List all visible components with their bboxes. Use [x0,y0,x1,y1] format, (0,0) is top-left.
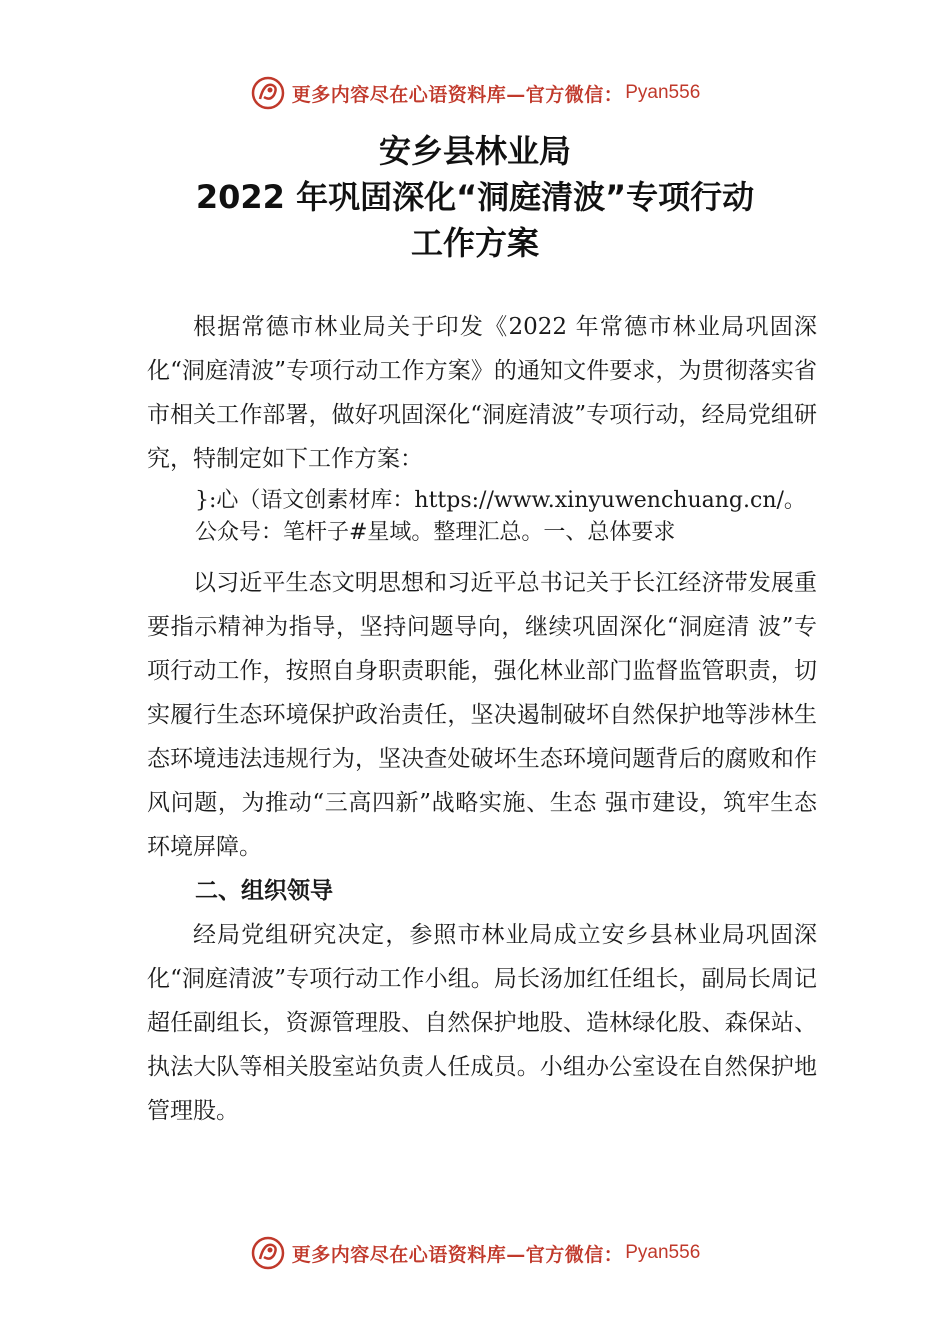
footer-banner [0,1233,950,1273]
logo-icon [250,1235,286,1271]
banner-wechat-id: Pyan556 [625,82,701,103]
banner-text: 更多内容尽在心语资料库—官方微信： [291,1243,624,1266]
source-note: }:心（语文创素材库：https://www.xinyuwenchuang.cn/。公众号：笔杆子#星域。整理汇总。一、总体要求 [195,488,806,545]
section-2-paragraph: 经局党组研究决定，参照市林业局成立安乡县林业局巩固深化“洞庭清波”专项行动工作小组。局长汤加红任组长，副局长周记超任副组长，资源管理股、自然保护地股、造林绿化股、森保站、执法大队等相关股室站负责人任成员。小组办公室设在自然保护地管理股。 [147,922,817,1124]
intro-paragraph: 根据常德市林业局关于印发《2022 年常德市林业局巩固深化“洞庭清波”专项行动工作方案》的通知文件要求，为贯彻落实省市相关工作部署，做好巩固深化“洞庭清波”专项行动，经局党组研究，特制定如下工作方案： [147,314,817,472]
section-2-heading: 二、组织领导 [195,878,333,904]
logo-icon [250,75,286,111]
title-line-3: 工作方案 [410,224,539,262]
title-line-1: 安乡县林业局 [378,132,571,170]
section-1-paragraph: 以习近平生态文明思想和习近平总书记关于长江经济带发展重要指示精神为指导，坚持问题导向，继续巩固深化“洞庭清 波”专项行动工作，按照自身职责职能，强化林业部门监督监管职责，切实履行生态环境保护政治责任，坚决遏制破坏自然保护地等涉林生态环境违法违规行为，坚决查处破坏生态环境问题背后的腐败和作风问题，为推动“三高四新”战略实施、生态 强市建设，筑牢生态环境屏障。 [147,570,817,860]
title-line-2: 2022 年巩固深化“洞庭清波”专项行动 [195,178,755,216]
banner-wechat-id: Pyan556 [625,1242,701,1263]
banner-text: 更多内容尽在心语资料库—官方微信： [291,83,624,106]
header-banner [0,73,950,113]
document-title [0,128,950,266]
document-body [147,305,817,1133]
